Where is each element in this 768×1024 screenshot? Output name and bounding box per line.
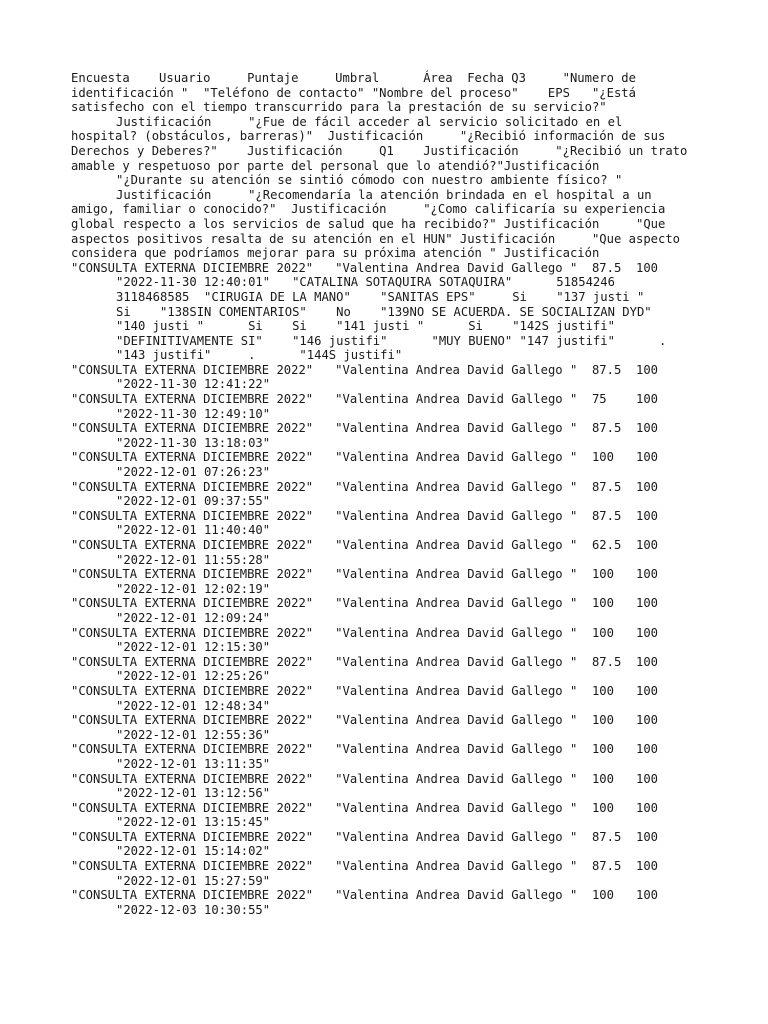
record-puntaje: 100 bbox=[591, 742, 636, 757]
header-line: Encuesta Usuario Puntaje Umbral Área Fecha Q3 "Numero de bbox=[71, 71, 636, 85]
record-umbral: 100 bbox=[636, 829, 659, 844]
header-block bbox=[71, 71, 768, 261]
record-fecha: "2022-12-01 15:27:59" bbox=[116, 873, 271, 888]
record-main-line bbox=[71, 859, 768, 874]
header-line: identificación " "Teléfono de contacto" "Nombre del proceso" EPS "¿Está bbox=[71, 85, 636, 100]
record-fecha: "2022-12-01 12:09:24" bbox=[116, 610, 271, 625]
record-row bbox=[71, 538, 768, 567]
record-encuesta: "CONSULTA EXTERNA DICIEMBRE 2022" bbox=[71, 625, 336, 640]
record-encuesta: "CONSULTA EXTERNA DICIEMBRE 2022" bbox=[71, 771, 336, 786]
record-puntaje: 100 bbox=[591, 596, 636, 611]
record-umbral: 100 bbox=[636, 683, 659, 698]
header-line: Justificación "¿Recomendaría la atención brindada en el hospital a un bbox=[116, 187, 652, 202]
record-encuesta: "CONSULTA EXTERNA DICIEMBRE 2022" bbox=[71, 742, 336, 757]
record-line: "DEFINITIVAMENTE SI" "146 justifi" "MUY BUENO" "147 justifi" . bbox=[116, 333, 667, 348]
record-fecha: "2022-12-01 12:25:26" bbox=[116, 669, 271, 684]
record-row bbox=[71, 713, 768, 742]
record-main-line bbox=[71, 830, 768, 845]
record-encuesta: "CONSULTA EXTERNA DICIEMBRE 2022" bbox=[71, 508, 336, 523]
record-umbral: 100 bbox=[636, 625, 659, 640]
record-puntaje: 100 bbox=[591, 683, 636, 698]
record-fecha: "2022-12-01 12:15:30" bbox=[116, 640, 271, 655]
header-line: Justificación "¿Fue de fácil acceder al servicio solicitado en el bbox=[116, 114, 623, 129]
record-encuesta: "CONSULTA EXTERNA DICIEMBRE 2022" bbox=[71, 567, 336, 582]
record-row bbox=[71, 421, 768, 450]
record-fecha: "2022-12-01 11:55:28" bbox=[116, 552, 271, 567]
record-puntaje: 75 bbox=[591, 392, 636, 407]
record-fecha: "2022-12-01 13:12:56" bbox=[116, 786, 271, 801]
record-puntaje: 87.5 bbox=[591, 859, 636, 874]
record-fecha: "2022-12-01 13:15:45" bbox=[116, 815, 271, 830]
record-main-line bbox=[71, 538, 768, 553]
record-main-line bbox=[71, 626, 768, 641]
record-encuesta: "CONSULTA EXTERNA DICIEMBRE 2022" bbox=[71, 421, 336, 436]
record-row bbox=[71, 567, 768, 596]
record-main-line bbox=[71, 742, 768, 757]
record-usuario: "Valentina Andrea David Gallego " bbox=[335, 800, 592, 815]
record-row bbox=[71, 392, 768, 421]
record-usuario: "Valentina Andrea David Gallego " bbox=[335, 742, 592, 757]
record-usuario: "Valentina Andrea David Gallego " bbox=[335, 713, 592, 728]
record-main-line bbox=[71, 392, 768, 407]
record-umbral: 100 bbox=[636, 508, 659, 523]
record-usuario: "Valentina Andrea David Gallego " bbox=[335, 654, 592, 669]
record-usuario: "Valentina Andrea David Gallego " bbox=[335, 888, 592, 903]
record-fecha: "2022-12-01 11:40:40" bbox=[116, 523, 271, 538]
record-puntaje: 100 bbox=[591, 771, 636, 786]
record-puntaje: 87.5 bbox=[591, 508, 636, 523]
record-fecha: "2022-11-30 12:49:10" bbox=[116, 406, 271, 421]
record-puntaje: 87.5 bbox=[591, 362, 636, 377]
record-usuario: "Valentina Andrea David Gallego " bbox=[335, 421, 592, 436]
record-puntaje: 100 bbox=[591, 625, 636, 640]
header-line: "¿Durante su atención se sintió cómodo con nuestro ambiente físico? " bbox=[116, 173, 623, 188]
record-umbral: 100 bbox=[636, 888, 659, 903]
record-puntaje: 100 bbox=[591, 567, 636, 582]
record-encuesta: "CONSULTA EXTERNA DICIEMBRE 2022" bbox=[71, 713, 336, 728]
record-umbral: 100 bbox=[636, 362, 659, 377]
record-row bbox=[71, 655, 768, 684]
record-usuario: "Valentina Andrea David Gallego " bbox=[335, 859, 592, 874]
record-row bbox=[71, 480, 768, 509]
record-fecha: "2022-12-01 12:48:34" bbox=[116, 698, 271, 713]
record-row bbox=[71, 888, 768, 917]
record-usuario: "Valentina Andrea David Gallego " bbox=[335, 596, 592, 611]
record-usuario: "Valentina Andrea David Gallego " bbox=[335, 683, 592, 698]
record-line: "CONSULTA EXTERNA DICIEMBRE 2022" "Valentina Andrea David Gallego " 87.5 100 bbox=[71, 260, 658, 275]
record-usuario: "Valentina Andrea David Gallego " bbox=[335, 392, 592, 407]
record-main-line bbox=[71, 450, 768, 465]
record-encuesta: "CONSULTA EXTERNA DICIEMBRE 2022" bbox=[71, 654, 336, 669]
record-main-line bbox=[71, 655, 768, 670]
record-encuesta: "CONSULTA EXTERNA DICIEMBRE 2022" bbox=[71, 829, 336, 844]
record-umbral: 100 bbox=[636, 567, 659, 582]
records-list bbox=[71, 363, 768, 918]
header-line: global respecto a los servicios de salud que ha recibido?" Justificación "Que bbox=[71, 216, 666, 231]
record-fecha: "2022-11-30 12:41:22" bbox=[116, 377, 271, 392]
record-encuesta: "CONSULTA EXTERNA DICIEMBRE 2022" bbox=[71, 596, 336, 611]
record-main-line bbox=[71, 772, 768, 787]
record-main-line bbox=[71, 509, 768, 524]
record-row bbox=[71, 363, 768, 392]
record-puntaje: 62.5 bbox=[591, 538, 636, 552]
record-usuario: "Valentina Andrea David Gallego " bbox=[335, 508, 592, 523]
record-line: "143 justifi" . "144S justifi" bbox=[116, 348, 403, 363]
record-row bbox=[71, 772, 768, 801]
record-main-line bbox=[71, 801, 768, 816]
record-row bbox=[71, 859, 768, 888]
record-encuesta: "CONSULTA EXTERNA DICIEMBRE 2022" bbox=[71, 888, 336, 903]
record-fecha: "2022-12-01 09:37:55" bbox=[116, 494, 271, 509]
record-usuario: "Valentina Andrea David Gallego " bbox=[335, 771, 592, 786]
header-line: amigo, familiar o conocido?" Justificación "¿Como calificaría su experiencia bbox=[71, 202, 666, 217]
record-usuario: "Valentina Andrea David Gallego " bbox=[335, 567, 592, 582]
record-fecha: "2022-11-30 13:18:03" bbox=[116, 435, 271, 450]
record-fecha: "2022-12-03 10:30:55" bbox=[116, 902, 271, 917]
record-umbral: 100 bbox=[636, 421, 659, 436]
record-umbral: 100 bbox=[636, 392, 659, 407]
record-encuesta: "CONSULTA EXTERNA DICIEMBRE 2022" bbox=[71, 538, 336, 552]
header-line: hospital? (obstáculos, barreras)" Justificación "¿Recibió información de sus bbox=[71, 129, 666, 144]
record-encuesta: "CONSULTA EXTERNA DICIEMBRE 2022" bbox=[71, 450, 336, 465]
record-line: Si "138SIN COMENTARIOS" No "139NO SE ACUERDA. SE SOCIALIZAN DYD" bbox=[116, 304, 652, 319]
record-umbral: 100 bbox=[636, 596, 659, 611]
record-main-line bbox=[71, 888, 768, 903]
record-umbral: 100 bbox=[636, 450, 659, 465]
record-usuario: "Valentina Andrea David Gallego " bbox=[335, 625, 592, 640]
record-main-line bbox=[71, 421, 768, 436]
record-umbral: 100 bbox=[636, 800, 659, 815]
record-puntaje: 87.5 bbox=[591, 479, 636, 494]
record-umbral: 100 bbox=[636, 654, 659, 669]
record-umbral: 100 bbox=[636, 479, 659, 494]
record-umbral: 100 bbox=[636, 713, 659, 728]
header-line: aspectos positivos resalta de su atención en el HUN" Justificación "Que aspecto bbox=[71, 231, 681, 246]
record-puntaje: 100 bbox=[591, 450, 636, 465]
record-encuesta: "CONSULTA EXTERNA DICIEMBRE 2022" bbox=[71, 800, 336, 815]
record-encuesta: "CONSULTA EXTERNA DICIEMBRE 2022" bbox=[71, 683, 336, 698]
record-main-line bbox=[71, 684, 768, 699]
record-row bbox=[71, 742, 768, 771]
record-puntaje: 100 bbox=[591, 888, 636, 903]
header-line: satisfecho con el tiempo transcurrido para la prestación de su servicio?" bbox=[71, 100, 607, 115]
record-puntaje: 100 bbox=[591, 713, 636, 728]
record-encuesta: "CONSULTA EXTERNA DICIEMBRE 2022" bbox=[71, 479, 336, 494]
record-line: "140 justi " Si Si "141 justi " Si "142S justifi" bbox=[116, 319, 615, 334]
record-fecha: "2022-12-01 13:11:35" bbox=[116, 756, 271, 771]
record-row bbox=[71, 684, 768, 713]
record-fecha: "2022-12-01 07:26:23" bbox=[116, 465, 271, 480]
record-usuario: "Valentina Andrea David Gallego " bbox=[335, 479, 592, 494]
record-main-line bbox=[71, 480, 768, 495]
record-main-line bbox=[71, 713, 768, 728]
record-usuario: "Valentina Andrea David Gallego " bbox=[335, 450, 592, 465]
header-line: amable y respetuoso por parte del personal que lo atendió?"Justificación bbox=[71, 158, 600, 173]
record-row bbox=[71, 450, 768, 479]
record-usuario: "Valentina Andrea David Gallego " bbox=[335, 538, 592, 552]
record-encuesta: "CONSULTA EXTERNA DICIEMBRE 2022" bbox=[71, 362, 336, 377]
record-fecha: "2022-12-01 12:55:36" bbox=[116, 727, 271, 742]
header-line: considera que podríamos mejorar para su próxima atención " Justificación bbox=[71, 246, 600, 261]
record-umbral: 100 bbox=[636, 538, 659, 552]
record-umbral: 100 bbox=[636, 742, 659, 757]
first-record-block bbox=[71, 261, 768, 363]
record-row bbox=[71, 626, 768, 655]
record-main-line bbox=[71, 596, 768, 611]
record-encuesta: "CONSULTA EXTERNA DICIEMBRE 2022" bbox=[71, 859, 336, 874]
record-row bbox=[71, 801, 768, 830]
record-puntaje: 87.5 bbox=[591, 654, 636, 669]
record-row bbox=[71, 830, 768, 859]
record-line: "2022-11-30 12:40:01" "CATALINA SOTAQUIRA SOTAQUIRA" 51854246 bbox=[116, 275, 615, 290]
record-fecha: "2022-12-01 12:02:19" bbox=[116, 581, 271, 596]
record-fecha: "2022-12-01 15:14:02" bbox=[116, 844, 271, 859]
record-umbral: 100 bbox=[636, 859, 659, 874]
record-encuesta: "CONSULTA EXTERNA DICIEMBRE 2022" bbox=[71, 392, 336, 407]
record-row bbox=[71, 509, 768, 538]
record-puntaje: 100 bbox=[591, 800, 636, 815]
record-main-line bbox=[71, 363, 768, 378]
record-row bbox=[71, 596, 768, 625]
record-puntaje: 87.5 bbox=[591, 421, 636, 436]
record-usuario: "Valentina Andrea David Gallego " bbox=[335, 829, 592, 844]
record-puntaje: 87.5 bbox=[591, 829, 636, 844]
record-main-line bbox=[71, 567, 768, 582]
record-umbral: 100 bbox=[636, 771, 659, 786]
record-line: 3118468585 "CIRUGIA DE LA MANO" "SANITAS EPS" Si "137 justi " bbox=[116, 289, 645, 304]
header-line: Derechos y Deberes?" Justificación Q1 Justificación "¿Recibió un trato bbox=[71, 143, 688, 158]
record-usuario: "Valentina Andrea David Gallego " bbox=[335, 362, 592, 377]
